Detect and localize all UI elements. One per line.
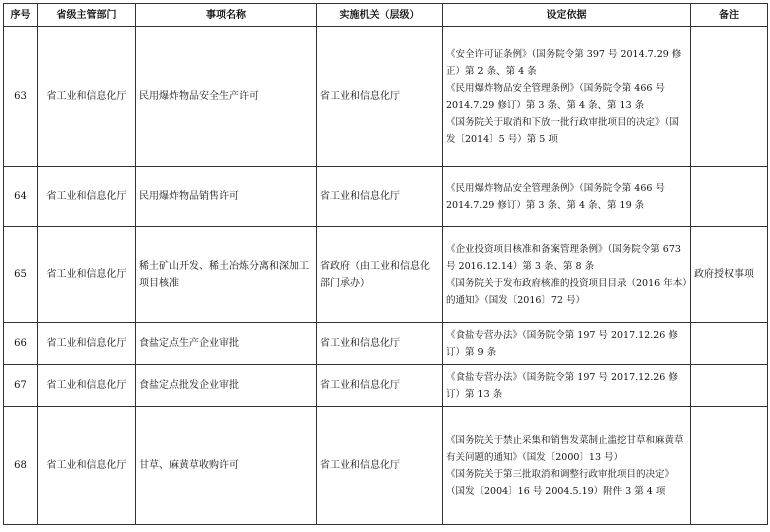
row-number: 66 xyxy=(4,323,38,365)
table-header xyxy=(4,4,768,27)
row-number: 68 xyxy=(4,407,38,525)
basis-entry: 《食盐专营办法》（国务院令第 197 号 2017.12.26 修订）第 13 条 xyxy=(446,371,678,400)
basis-entry: 《民用爆炸物品安全管理条例》（国务院令第 466 号 2014.7.29 修订）第 3 条、第 4 条、第 13 条 xyxy=(446,82,665,111)
row-number: 64 xyxy=(4,167,38,227)
item-name-cell: 食盐定点批发企业审批 xyxy=(136,365,317,407)
table-row xyxy=(4,227,768,323)
remark-cell xyxy=(691,323,768,365)
basis-entry: 《国务院关于禁止采集和销售发菜制止滥挖甘草和麻黄草有关问题的通知》（国发〔2000〕13 号） xyxy=(446,434,684,463)
table-body xyxy=(4,27,768,525)
agency-cell: 省工业和信息化厅 xyxy=(317,365,443,407)
item-name-cell: 稀土矿山开发、稀土冶炼分离和深加工项目核准 xyxy=(136,227,317,323)
dept-cell: 省工业和信息化厅 xyxy=(38,27,136,167)
remark-cell xyxy=(691,27,768,167)
item-name-cell: 食盐定点生产企业审批 xyxy=(136,323,317,365)
table-row xyxy=(4,167,768,227)
table-row xyxy=(4,407,768,525)
basis-cell xyxy=(443,407,691,525)
remark-cell: 政府授权事项 xyxy=(691,227,768,323)
basis-cell xyxy=(443,27,691,167)
agency-cell: 省工业和信息化厅 xyxy=(317,27,443,167)
dept-cell: 省工业和信息化厅 xyxy=(38,365,136,407)
row-number: 67 xyxy=(4,365,38,407)
agency-cell: 省工业和信息化厅 xyxy=(317,407,443,525)
item-name-cell: 民用爆炸物品销售许可 xyxy=(136,167,317,227)
header-remark: 备注 xyxy=(691,4,768,27)
item-name-cell: 民用爆炸物品安全生产许可 xyxy=(136,27,317,167)
table-row xyxy=(4,323,768,365)
page-wrapper xyxy=(3,3,768,525)
dept-cell: 省工业和信息化厅 xyxy=(38,407,136,525)
basis-entry: 《国务院关于第三批取消和调整行政审批项目的决定》（国发〔2004〕16 号 2004.5.19）附件 3 第 4 项 xyxy=(446,468,675,497)
remark-cell xyxy=(691,365,768,407)
dept-cell: 省工业和信息化厅 xyxy=(38,227,136,323)
basis-cell xyxy=(443,323,691,365)
basis-cell xyxy=(443,227,691,323)
agency-cell: 省工业和信息化厅 xyxy=(317,167,443,227)
remark-cell xyxy=(691,167,768,227)
basis-entry: 《民用爆炸物品安全管理条例》（国务院令第 466 号 2014.7.29 修订）第 3 条、第 4 条、第 19 条 xyxy=(446,182,665,211)
header-dept: 省级主管部门 xyxy=(38,4,136,27)
header-no: 序号 xyxy=(4,4,38,27)
header-agency: 实施机关（层级） xyxy=(317,4,443,27)
basis-entry: 《安全许可证条例》（国务院令第 397 号 2014.7.29 修正）第 2 条、第 4 条 xyxy=(446,48,682,77)
basis-cell xyxy=(443,167,691,227)
row-number: 65 xyxy=(4,227,38,323)
dept-cell: 省工业和信息化厅 xyxy=(38,167,136,227)
header-basis: 设定依据 xyxy=(443,4,691,27)
basis-entry: 《食盐专营办法》（国务院令第 197 号 2017.12.26 修订）第 9 条 xyxy=(446,329,678,358)
row-number: 63 xyxy=(4,27,38,167)
header-name: 事项名称 xyxy=(136,4,317,27)
agency-cell: 省政府（由工业和信息化部门承办） xyxy=(317,227,443,323)
admin-permit-table xyxy=(3,3,768,525)
table-row xyxy=(4,365,768,407)
remark-cell xyxy=(691,407,768,525)
basis-entry: 《国务院关于发布政府核准的投资项目目录（2016 年本）的通知》（国发〔2016〕72 号） xyxy=(446,277,687,306)
agency-cell: 省工业和信息化厅 xyxy=(317,323,443,365)
basis-cell xyxy=(443,365,691,407)
item-name-cell: 甘草、麻黄草收购许可 xyxy=(136,407,317,525)
header-row xyxy=(4,4,768,27)
basis-entry: 《企业投资项目核准和备案管理条例》（国务院令第 673 号 2016.12.14）第 3 条、第 8 条 xyxy=(446,243,681,272)
dept-cell: 省工业和信息化厅 xyxy=(38,323,136,365)
table-row xyxy=(4,27,768,167)
basis-entry: 《国务院关于取消和下放一批行政审批项目的决定》（国发〔2014〕5 号）第 5 项 xyxy=(446,116,679,145)
